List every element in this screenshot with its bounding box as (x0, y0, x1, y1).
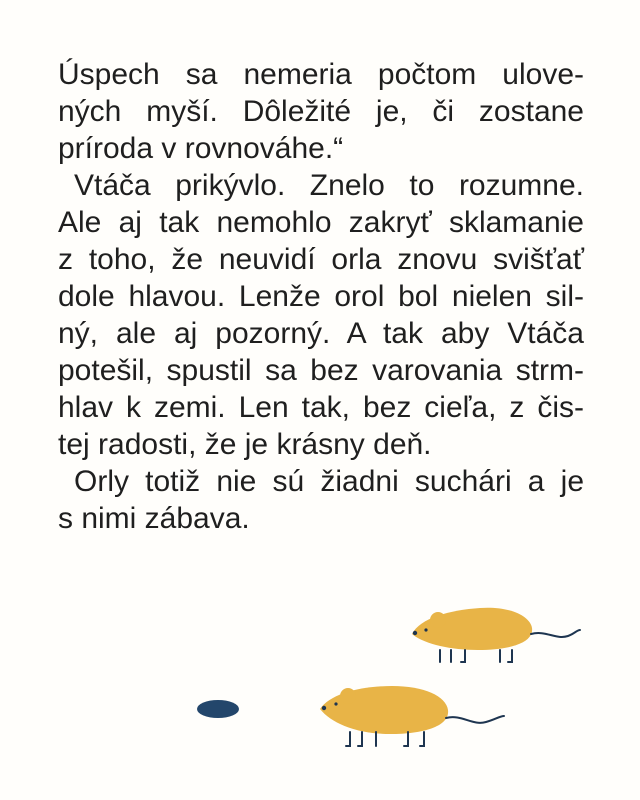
text-line: s nimi zábava. (58, 502, 250, 535)
text-line: hlav k zemi. Len tak, bez cieľa, z čis- (58, 391, 584, 424)
mouse-icon (412, 608, 580, 662)
text-line: Vtáča prikývlo. Znelo to rozumne. (74, 169, 584, 202)
text-line: dole hlavou. Lenže orol bol nielen sil- (58, 280, 584, 313)
mouse-icon (320, 686, 504, 746)
text-line: tej radosti, že je krásny deň. (58, 428, 432, 461)
pebble-icon (197, 700, 239, 718)
text-line: Úspech sa nemeria počtom ulove- (58, 58, 584, 91)
text-line: potešil, spustil sa bez varovania strm- (58, 354, 584, 387)
text-line: Ale aj tak nemohlo zakryť sklamanie (58, 206, 584, 239)
text-line: príroda v rovnováhe.“ (58, 132, 344, 165)
text-line: ný, ale aj pozorný. A tak aby Vtáča (58, 317, 584, 350)
text-line: ných myší. Dôležité je, či zostane (58, 95, 584, 128)
text-line: Orly totiž nie sú žiadni suchári a je (74, 465, 584, 498)
story-text (58, 56, 584, 537)
mice-illustration (0, 580, 640, 800)
text-line: z toho, že neuvidí orla znovu svišťať (58, 243, 584, 276)
